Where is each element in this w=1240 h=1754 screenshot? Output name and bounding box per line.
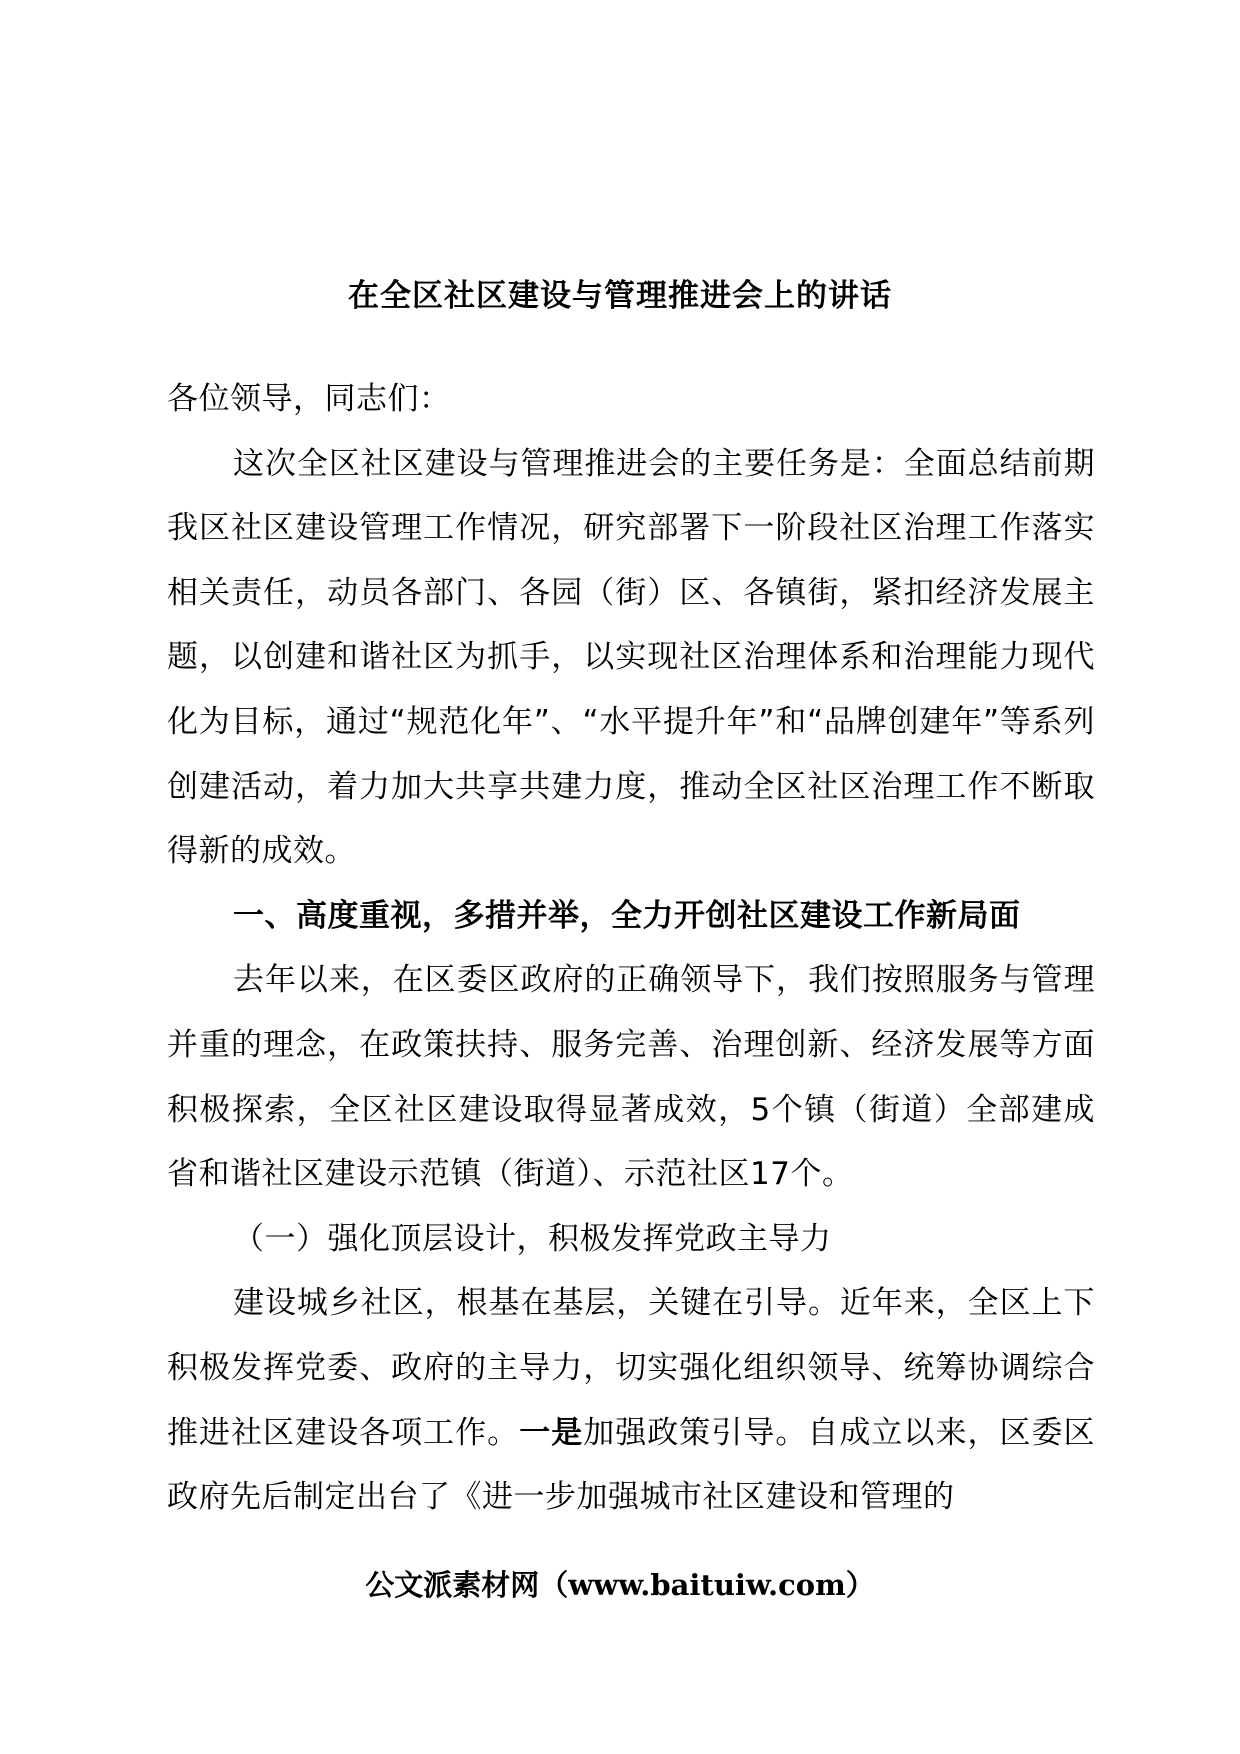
footer-watermark — [0, 1563, 1240, 1607]
paragraph-text-end: 加强政策引导。自成立以来，区委区政府先后制定出台了《进一步加强城市社区建设和管理的 — [167, 1414, 1096, 1516]
subsection-heading-1: （一）强化顶层设计，积极发挥党政主导力 — [233, 1220, 832, 1257]
paragraph-text-start: 建设城乡社区，根基在基层，关键在引导。近年来，全区上下积极发挥党委、政府的主导力，切实强化组织领导、统筹协调综合推进社区建设各项工作。 — [167, 1285, 1095, 1451]
subsection-1-paragraph — [167, 1271, 1095, 1529]
intro-paragraph: 这次全区社区建设与管理推进会的主要任务是：全面总结前期我区社区建设管理工作情况，研究部署下一阶段社区治理工作落实相关责任，动员各部门、各园（街）区、各镇街，紧扣经济发展主题，以创建和谐社区为抓手，以实现社区治理体系和治理能力现代化为目标，通过“规范化年”、“水平提升年”和“品牌创建年”等系列创建活动，着力加大共享共建力度，推动全区社区治理工作不断取得新的成效。 — [167, 445, 1095, 870]
document-title: 在全区社区建设与管理推进会上的讲话 — [348, 278, 892, 314]
emphasis-text: 一是 — [519, 1414, 584, 1451]
section-heading-1: 一、高度重视，多措并举，全力开创社区建设工作新局面 — [233, 897, 1021, 934]
section-1-paragraph: 去年以来，在区委区政府的正确领导下，我们按照服务与管理并重的理念，在政策扶持、服务完善、治理创新、经济发展等方面积极探索，全区社区建设取得显著成效，5个镇（街道）全部建成省和谐社区建设示范镇（街道）、示范社区17个。 — [167, 962, 1095, 1193]
footer-url: （www.baituiw.com） — [539, 1568, 875, 1602]
footer-site-name: 公文派素材网 — [365, 1568, 540, 1602]
document-body — [167, 367, 1095, 1530]
salutation: 各位领导，同志们： — [167, 381, 451, 417]
